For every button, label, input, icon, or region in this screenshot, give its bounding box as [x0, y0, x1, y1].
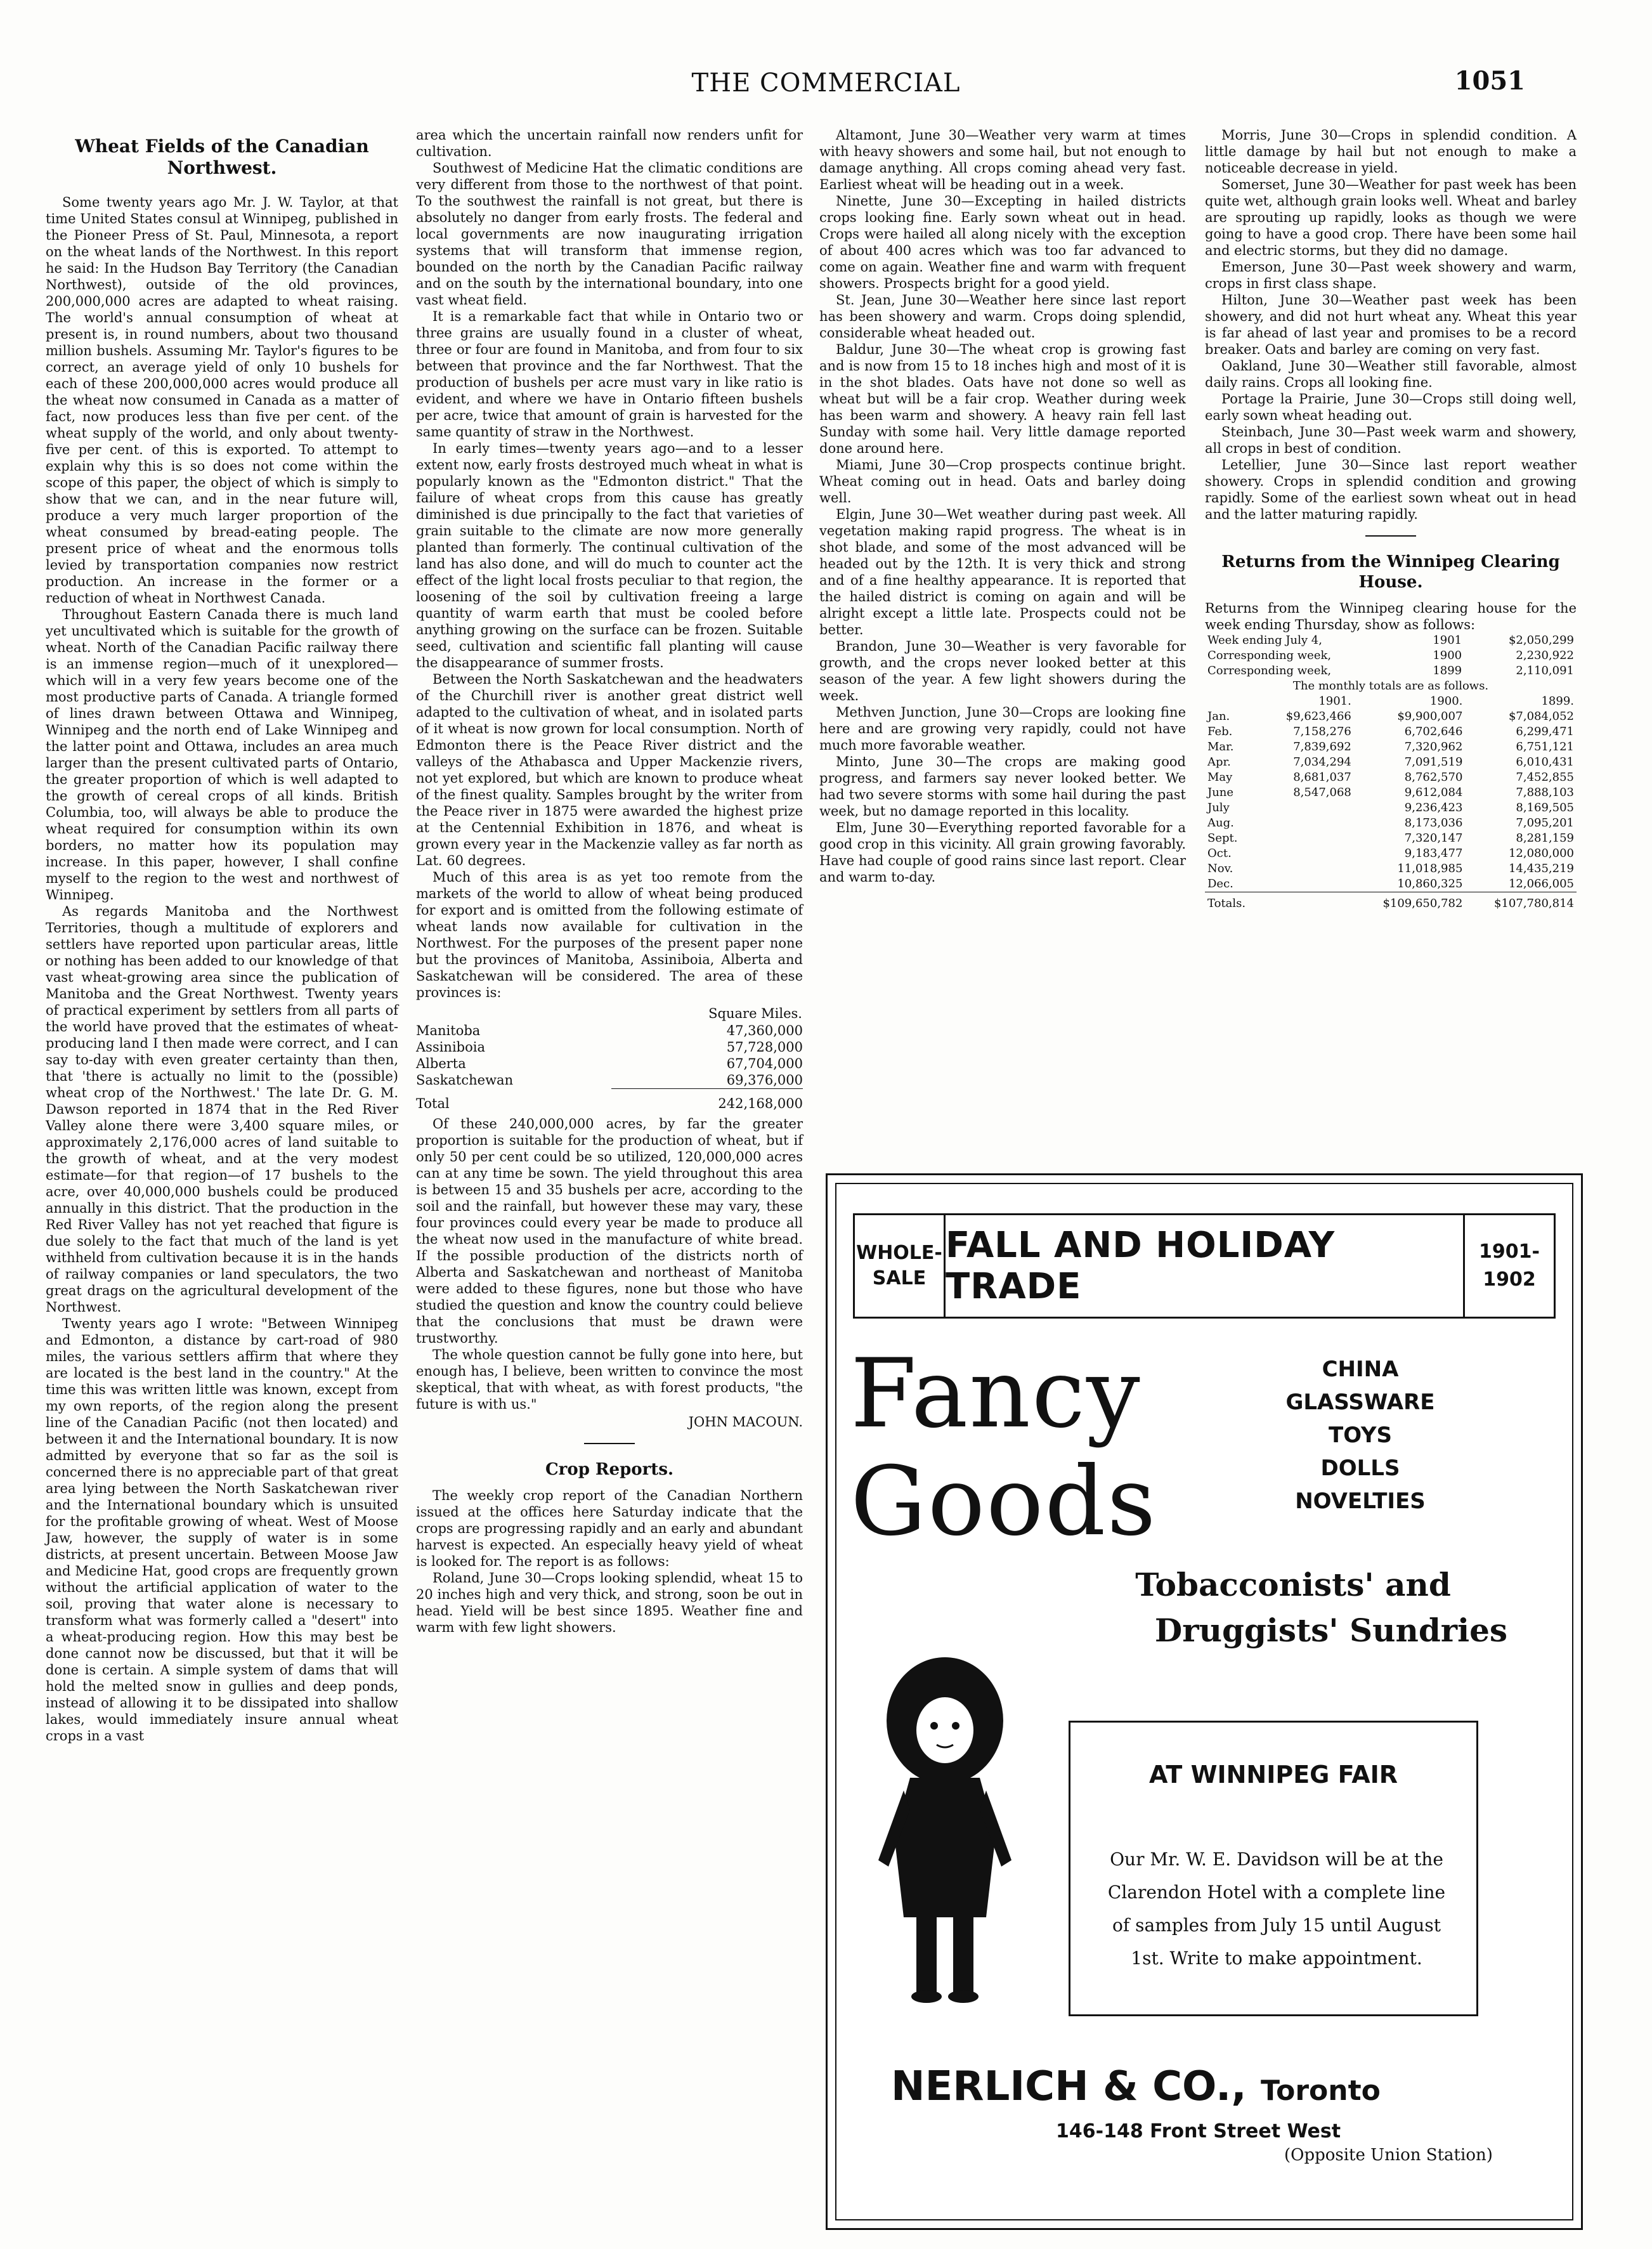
ad-header [853, 1213, 1556, 1319]
table-row: Nov. 11,018,985 14,435,219 [1207, 862, 1574, 875]
article-title: Wheat Fields of the Canadian Northwest. [75, 136, 369, 178]
table-heading: Square Miles. [708, 1006, 802, 1021]
table-total-row: Total 242,168,000 [416, 1089, 803, 1112]
crop-paragraph: Somerset, June 30—Weather for past week has been quite wet, although grain looks well. Wheat and barley are sprouting up rapidly, looks as though we were going to have a good crop. There have been some hail and electric storms, but they did no damage. [1205, 177, 1577, 258]
crop-paragraph: Letellier, June 30—Since last report weather showery. Crops in splendid condition and growing rapidly. Some of the earliest sown wheat out in head and the latter maturing rapidly. [1205, 457, 1577, 522]
table-row: Corresponding week, 1899 2,110,091 [1207, 664, 1574, 677]
table-row: June 8,547,068 9,612,084 7,888,103 [1207, 786, 1574, 799]
ad-item-list [1233, 1353, 1487, 1518]
page-number: 1051 [1454, 66, 1525, 96]
table-row: Corresponding week, 1900 2,230,922 [1207, 649, 1574, 662]
table-row: Alberta 67,704,000 [416, 1056, 803, 1071]
table-total-row: Totals. $109,650,782 $107,780,814 [1205, 892, 1577, 912]
table-row: Manitoba 47,360,000 [416, 1023, 803, 1038]
table-row: Saskatchewan 69,376,000 [416, 1072, 803, 1088]
firm-name: NERLICH & CO., Toronto [891, 2063, 1381, 2110]
article-paragraph: In early times—twenty years ago—and to a lesser extent now, early frosts destroyed much wheat in what is popularly known as the "Edmonton district." That the failure of wheat crops from this cause has greatly diminished is due principally to the fact that varieties of grain suitable to the climate are now more generally planted than formerly. The continual cultivation of the land has also done, and will do much to counter act the effect of the light local frosts peculiar to that region, the loosening of the soil by cultivation freeing a large quantity of warm earth that must be cooled before anything growing on the surface can be frozen. Suitable seed, cultivation and scientific fall planting will cause the disappearance of summer frosts. [416, 441, 803, 670]
crop-paragraph: St. Jean, June 30—Weather here since last report has been showery and warm. Crops doing splendid, considerable wheat headed out. [819, 292, 1186, 341]
clearing-intro: Returns from the Winnipeg clearing house for the week ending Thursday, show as follows: [1205, 601, 1577, 632]
ad-item: CHINA [1322, 1357, 1399, 1382]
season-years-box: 1901- 1902 [1463, 1215, 1554, 1317]
column-3 [819, 127, 1186, 885]
crop-paragraph: Steinbach, June 30—Past week warm and showery, all crops in best of condition. [1205, 424, 1577, 456]
table-row: Sept. 7,320,147 8,281,159 [1207, 831, 1574, 845]
article-paragraph: As regards Manitoba and the Northwest Territories, though a multitude of explorers and settlers have reported upon particular areas, little or nothing has been added to our knowledge of that vast wheat-growing area since the publication of Manitoba and the Great Northwest. Twenty years of practical experiment by settlers from all parts of the world have proved that the estimates of wheat-producing land I then made were correct, and I can say to-day with even greater certainty than then, that 'there is actually no limit to the (possible) wheat crop of the Northwest.' The late Dr. G. M. Dawson reported in 1874 that in the Red River Valley alone there were 3,400 square miles, or approximately 2,176,000 acres of land suitable to the growth of wheat, and at the very modest estimate—for that region—of 17 bushels to the acre, over 40,000,000 bushels could be produced annually in this district. That the production in the Red River Valley has not yet reached that figure is due solely to the fact that much of the land is yet withheld from cultivation because it is in the hands of railway companies or land speculators, the two great drags on the agricultural development of the Northwest. [46, 904, 398, 1315]
article-paragraph: Between the North Saskatchewan and the headwaters of the Churchill river is another great district well adapted to the cultivation of wheat, and in isolated parts of it wheat is now grown for local consumption. North of Edmonton there is the Peace River district and the valleys of the Athabasca and Upper Mackenzie rivers, not yet explored, but which are known to produce wheat of the finest quality. Samples brought by the writer from the Peace river in 1875 were awarded the highest prize at the Centennial Exhibition in 1876, and wheat is grown every year in the Mackenzie valley as far north as Lat. 60 degrees. [416, 672, 803, 868]
table-row: May 8,681,037 8,762,570 7,452,855 [1207, 771, 1574, 784]
crop-paragraph: Baldur, June 30—The wheat crop is growing fast and is now from 15 to 18 inches high and most of it is in the shot blades. Oats have not done so well as wheat but will be a fair crop. Weather during week has been warm and showery. A heavy rain fell last Sunday with some hail. Very little damage reported done around here. [819, 342, 1186, 456]
crop-paragraph: Minto, June 30—The crops are making good progress, and farmers say never looked better. We had two severe storms with some hail during the past week, but no damage reported in this locality. [819, 754, 1186, 819]
crop-paragraph: Morris, June 30—Crops in splendid condition. A little damage by hail but not enough to make a noticeable decrease in yield. [1205, 127, 1577, 176]
fancy-goods-heading: Fancy Goods [850, 1339, 1157, 1557]
clearing-monthly-table [1205, 694, 1577, 911]
crop-paragraph: Emerson, June 30—Past week showery and warm, crops in first class shape. [1205, 259, 1577, 291]
clearing-weeks-table [1205, 633, 1577, 679]
table-row: Jan. $9,623,466 $9,900,007 $7,084,052 [1207, 710, 1574, 723]
fair-text: Our Mr. W. E. Davidson will be at the Clarendon Hotel with a complete line of samples from July 15 until August 1st. Write to make appointment. [1107, 1849, 1446, 1969]
crop-paragraph: The weekly crop report of the Canadian Northern issued at the offices here Saturday indicate that the crops are progressing rapidly and an early and abundant harvest is expected. An especially heavy yield of wheat is looked for. The report is as follows: [416, 1488, 803, 1569]
column-2 [416, 127, 803, 1636]
ad-item: GLASSWARE [1285, 1390, 1435, 1415]
ad-banner: FALL AND HOLIDAY TRADE [946, 1225, 1336, 1307]
advertisement [826, 1173, 1583, 2230]
fair-title: AT WINNIPEG FAIR [1148, 1761, 1398, 1789]
clearing-monthly-intro: The monthly totals are as follows. [1292, 679, 1489, 693]
article-paragraph: It is a remarkable fact that while in Ontario two or three grains are usually found in a cluster of wheat, three or four are found in Manitoba, and from four to six between that province and the far Northwest. That the production of bushels per acre must vary in like ratio is evident, and where we have in Ontario fifteen bushels per acre, twice that amount of grain is harvested for the same quantity of straw in the Northwest. [416, 309, 803, 440]
ad-item: NOVELTIES [1295, 1489, 1426, 1514]
clearing-house-title: Returns from the Winnipeg Clearing House. [1221, 552, 1560, 592]
article-paragraph: Southwest of Medicine Hat the climatic conditions are very different from those to the northwest of that point. To the southwest the rainfall is not great, but there is absolutely no danger from early frosts. The federal and local governments are now inaugurating irrigation systems that will transform that immense region, bounded on the north by the Canadian Pacific railway and on the south by the international boundary, into one vast wheat field. [416, 160, 803, 308]
table-row: Mar. 7,839,692 7,320,962 6,751,121 [1207, 740, 1574, 753]
article-paragraph: area which the uncertain rainfall now renders unfit for cultivation. [416, 127, 803, 159]
ad-item: TOYS [1329, 1423, 1392, 1448]
crop-reports-title: Crop Reports. [545, 1460, 674, 1479]
crop-paragraph: Elgin, June 30—Wet weather during past week. All vegetation making rapid progress. The wheat is in shot blade, and some of the most advanced will be headed out by the 12th. It is very thick and strong and of a fine healthy appearance. It is reported that the hailed district is coming on again and will be alright except a little late. Prospects could not be better. [819, 507, 1186, 637]
crop-paragraph: Hilton, June 30—Weather past week has been showery, and did not hurt wheat any. Wheat this year is far ahead of last year and promises to be a record breaker. Oats and barley are coming on very fast. [1205, 292, 1577, 357]
article-paragraph: Twenty years ago I wrote: "Between Winnipeg and Edmonton, a distance by cart-road of 980 miles, the various settlers affirm that where they are located is the best land in the country." At the time this was written little was known, except from my own reports, of the region along the present line of the Canadian Pacific (not then located) and between it and the International boundary. It is now admitted by everyone that so far as the soil is concerned there is no appreciable part of that great area lying between the North Saskatchewan river and the International boundary which is unsuited for the profitable growing of wheat. West of Moose Jaw, however, the supply of water is in some districts, at present uncertain. Between Moose Jaw and Medicine Hat, good crops are frequently grown without the artificial application of water to the soil, proving that water alone is necessary to transform what was formerly called a "desert" into a wheat-producing region. How this may best be done cannot now be discussed, but that it will be done is certain. A simple system of dams that will hold the melted snow in gullies and deep ponds, instead of allowing it to be dissipated into shallow lakes, would immediately insure annual wheat crops in a vast [46, 1316, 398, 1744]
table-row: Assiniboia 57,728,000 [416, 1040, 803, 1055]
article-paragraph: Much of this area is as yet too remote from the markets of the world to allow of wheat being produced for export and is omitted from the following estimate of wheat lands now available for cultivation in the Northwest. For the purposes of the present paper none but the provinces of Manitoba, Assiniboia, Alberta and Saskatchewan will be considered. The area of these provinces is: [416, 870, 803, 1000]
winnipeg-fair-box [1069, 1721, 1478, 2016]
firm-landmark: (Opposite Union Station) [1284, 2146, 1493, 2165]
table-row: Week ending July 4, 1901 $2,050,299 [1207, 634, 1574, 647]
table-row: Feb. 7,158,276 6,702,646 6,299,471 [1207, 725, 1574, 738]
crop-paragraph: Elm, June 30—Everything reported favorable for a good crop in this vicinity. All grain growing favorably. Have had couple of good rains since last report. Clear and warm to-day. [819, 820, 1186, 885]
table-row: Dec. 10,860,325 12,066,005 [1207, 877, 1574, 890]
doll-illustration [866, 1651, 1024, 2006]
wholesale-box: WHOLE- SALE [855, 1215, 946, 1317]
crop-paragraph: Altamont, June 30—Weather very warm at times with heavy showers and some hail, but not enough to damage anything. All crops coming ahead very fast. Earliest wheat will be heading out in a week. [819, 127, 1186, 192]
crop-paragraph: Miami, June 30—Crop prospects continue bright. Wheat coming out in head. Oats and barley doing well. [819, 457, 1186, 505]
table-row: Apr. 7,034,294 7,091,519 6,010,431 [1207, 755, 1574, 769]
column-4 [1205, 127, 1577, 911]
column-1 [46, 127, 398, 1744]
divider [1365, 535, 1416, 537]
article-signature: JOHN MACOUN. [688, 1414, 803, 1430]
crop-paragraph: Roland, June 30—Crops looking splendid, wheat 15 to 20 inches high and very thick, and strong, soon be out in head. Yield will be best since 1895. Weather fine and warm with few light showers. [416, 1570, 803, 1635]
crop-paragraph: Ninette, June 30—Excepting in hailed districts crops looking fine. Early sown wheat out in head. Crops were hailed all along nicely with the exception of about 400 acres which was too far advanced to come on again. Weather fine and warm with frequent showers. Prospects bright for a good yield. [819, 193, 1186, 291]
divider [584, 1443, 635, 1444]
article-paragraph: Throughout Eastern Canada there is much land yet uncultivated which is suitable for the growth of wheat. North of the Canadian Pacific railway there is an immense region—much of it unexplored—which will in a very few years become one of the most productive parts of Canada. A triangle formed of lines drawn between Ottawa and Winnipeg, Winnipeg and the north end of Lake Winnipeg and the latter point and Ottawa, includes an area much larger than the present cultivated parts of Ontario, the greater proportion of which is well adapted to the growth of cereal crops of all kinds. British Columbia, too, will always be able to produce the wheat required for consumption within its own borders, no matter how its population may increase. In this paper, however, I shall confine myself to the region to the west and northwest of Winnipeg. [46, 607, 398, 903]
table-row: Aug. 8,173,036 7,095,201 [1207, 816, 1574, 830]
table-row: July 9,236,423 8,169,505 [1207, 801, 1574, 814]
crop-paragraph: Methven Junction, June 30—Crops are looking fine here and are growing very rapidly, could not have much more favorable weather. [819, 705, 1186, 753]
province-area-table [416, 1005, 803, 1112]
article-paragraph: Of these 240,000,000 acres, by far the greater proportion is suitable for the production of wheat, but if only 50 per cent could be so utilized, 120,000,000 acres can at any time be sown. The yield throughout this area is between 15 and 35 bushels per acre, according to the soil and the rainfall, but however these may vary, these four provinces could every year be made to produce all the wheat now used in the manufacture of white bread. If the possible production of the districts north of Alberta and Saskatchewan and northeast of Manitoba were added to these figures, none but those who have studied the question and know the country could believe that the conclusions that must be drawn were trustworthy. [416, 1116, 803, 1346]
crop-paragraph: Brandon, June 30—Weather is very favorable for growth, and the crops never looked better at this season of the year. A few light showers during the week. [819, 639, 1186, 703]
table-row: Oct. 9,183,477 12,080,000 [1207, 847, 1574, 860]
ad-item: DOLLS [1320, 1456, 1400, 1481]
article-paragraph: Some twenty years ago Mr. J. W. Taylor, at that time United States consul at Winnipeg, published in the Pioneer Press of St. Paul, Minnesota, a report on the wheat lands of the Northwest. In this report he said: In the Hudson Bay Territory (the Canadian Northwest), outside of the old provinces, 200,000,000 acres are adapted to wheat raising. The world's annual consumption of wheat at present is, in round numbers, about two thousand million bushels. Assuming Mr. Taylor's figures to be correct, an average yield of only 10 bushels for each of these 200,000,000 acres would produce all the wheat now consumed in Canada as a matter of fact, now produces less than five per cent. of the wheat supply of the world, and only about twenty-five per cent. of this is exported. To attempt to explain why this is so does not come within the scope of this paper, the object of which is simply to show that we can, and in the near future will, produce a very much larger proportion of the wheat consumed by bread-eating people. The present price of wheat and the enormous tolls levied by transportation companies now restrict production. An increase in the former or a reduction of wheat in Northwest Canada. [46, 195, 398, 606]
firm-address: 146-148 Front Street West [1056, 2120, 1341, 2142]
crop-paragraph: Portage la Prairie, June 30—Crops still doing well, early sown wheat heading out. [1205, 391, 1577, 423]
table-header-row: 1901. 1900. 1899. [1318, 694, 1574, 708]
article-paragraph: The whole question cannot be fully gone into here, but enough has, I believe, been written to convince the most skeptical, that with wheat, as with forest products, "the future is with us." [416, 1347, 803, 1412]
masthead-title: THE COMMERCIAL [691, 68, 961, 98]
tobacconists-heading: Tobacconists' and Druggists' Sundries [1135, 1566, 1508, 1649]
crop-paragraph: Oakland, June 30—Weather still favorable, almost daily rains. Crops all looking fine. [1205, 358, 1577, 390]
firm-city: Toronto [1260, 2075, 1381, 2107]
